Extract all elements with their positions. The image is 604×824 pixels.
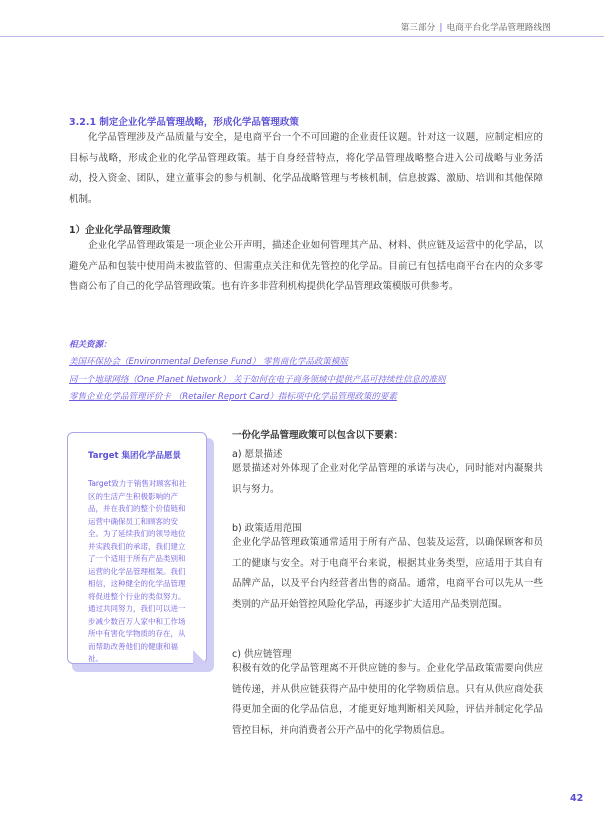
policy-item-body: 愿景描述对外体现了企业对化学品管理的承诺与决心，同时能对内凝聚共识与努力。 <box>232 463 543 495</box>
case-box <box>67 432 207 664</box>
header-separator: | <box>439 23 443 33</box>
policy-item-heading: c) 供应链管理 <box>232 649 292 660</box>
policy-elements-intro: 一份化学品管理政策可以包含以下要素： <box>232 430 404 441</box>
resource-link-report-card[interactable]: 零售企业化学品管理评价卡 （Retailer Report Card）指标项中化学品管理政策的要素 <box>69 392 397 402</box>
policy-item-heading: a) 愿景描述 <box>232 449 283 460</box>
page-number: 42 <box>570 793 584 804</box>
case-box-title: Target 集团化学品愿景 <box>88 451 182 461</box>
case-box-text: Target致力于销售对顾客和社区的生活产生积极影响的产品，并在我们的整个价值链和运营中确保员工和顾客的安全。为了延续我们的领导地位并实践我们的承诺，我们建立了一个适用于所有产品类别和运营的化学品管理框架。我们相信，这种健全的化学品管理将促进整个行业的类似努力。通过共同努力，我们可以进一步减少数百万人家中和工作场所中有害化学物质的存在，从而帮助改善他们的健康和福祉。 <box>88 479 187 663</box>
header-rule <box>0 36 604 37</box>
header-title: 电商平台化学品管理路线图 <box>446 23 551 33</box>
resource-link-one-planet[interactable]: 同一个地球网络（One Planet Network） 关于如何在电子商务领域中提供产品可持续性信息的准则 <box>69 375 446 385</box>
policy-item-body: 企业化学品管理政策通常适用于所有产品、包装及运营，以确保顾客和员工的健康与安全。对于电商平台来说，根据其业务类型，应适用于其自有品牌产品，以及平台内经营者出售的商品。通常，电商平台可以先从一些类别的产品开始管控风险化学品，再逐步扩大适用产品类别范围。 <box>232 537 543 610</box>
policy-item-heading: b) 政策适用范围 <box>232 523 302 534</box>
page-fold-corner <box>193 650 207 664</box>
subsection-title: 1）企业化学品管理政策 <box>69 225 171 236</box>
subsection-paragraph: 企业化学品管理政策是一项企业公开声明，描述企业如何管理其产品、材料、供应链及运营中的化学品，以避免产品和包装中使用尚未被监管的、但需重点关注和优先管控的化学品。目前已有包括电商平台在内的众多零售商公布了自己的化学品管理政策。也有许多非营利机构提供化学品管理政策模版可供参考。 <box>69 240 543 292</box>
running-header <box>401 21 551 33</box>
resources-title: 相关资源： <box>69 340 112 350</box>
policy-item-body: 积极有效的化学品管理离不开供应链的参与。企业化学品政策需要向供应链传递，并从供应链获得产品中使用的化学物质信息。只有从供应商处获得更加全面的化学品信息，才能更好地判断相关风险，评估并制定化学品管控目标，并向消费者公开产品中的化学物质信息。 <box>232 663 543 736</box>
section-title: 3.2.1 制定企业化学品管理战略，形成化学品管理政策 <box>69 117 299 128</box>
section-paragraph: 化学品管理涉及产品质量与安全，是电商平台一个不可回避的企业责任议题。针对这一议题，应制定相应的目标与战略，形成企业的化学品管理政策。基于自身经营特点，将化学品管理战略整合进入公司战略与业务活动，投入资金、团队，建立董事会的参与机制、化学品战略管理与考核机制，信息披露、激励、培训和其他保障机制。 <box>69 132 543 205</box>
header-part: 第三部分 <box>400 23 436 33</box>
resource-link-edf[interactable]: 美国环保协会（Environmental Defense Fund） 零售商化学品政策模版 <box>69 357 348 367</box>
